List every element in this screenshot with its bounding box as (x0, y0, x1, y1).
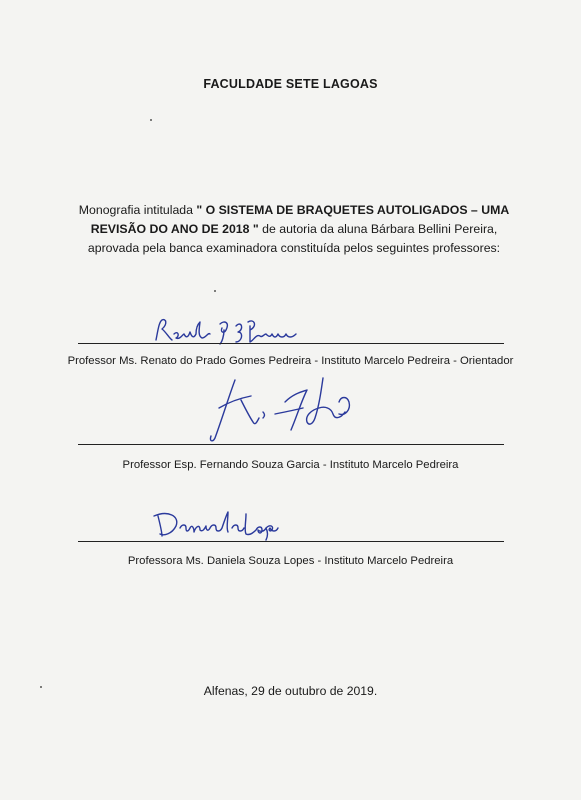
monograph-title: " O SISTEMA DE BRAQUETES AUTOLIGADOS – UMA REVISÃO DO ANO DE 2018 " (90, 203, 510, 236)
approval-statement (74, 201, 514, 258)
place-date: Alfenas, 29 de outubro de 2019. (203, 684, 378, 698)
statement-prefix: Monografia intitulada (78, 203, 197, 217)
institution-title: FACULDADE SETE LAGOAS (203, 77, 378, 91)
statement-suffix: de autoria da aluna Bárbara Bellini Pereira, aprovada pela banca examinadora constituída pelos seguintes professores: (87, 222, 501, 255)
signature-line-3 (78, 541, 504, 542)
signature-line-1 (78, 343, 504, 344)
paper-speck (214, 290, 216, 292)
paper-speck (40, 686, 42, 688)
signature-renato (150, 316, 310, 346)
examiner-caption-2: Professor Esp. Fernando Souza Garcia - Instituto Marcelo Pedreira (122, 459, 459, 471)
paper-speck (150, 119, 152, 121)
examiner-caption-1: Professor Ms. Renato do Prado Gomes Pedreira - Instituto Marcelo Pedreira - Orientador (67, 355, 514, 367)
examiner-caption-3: Professora Ms. Daniela Souza Lopes - Instituto Marcelo Pedreira (127, 555, 454, 567)
signature-line-2 (78, 444, 504, 445)
signature-fernando (205, 372, 365, 444)
signature-daniela (150, 506, 280, 540)
